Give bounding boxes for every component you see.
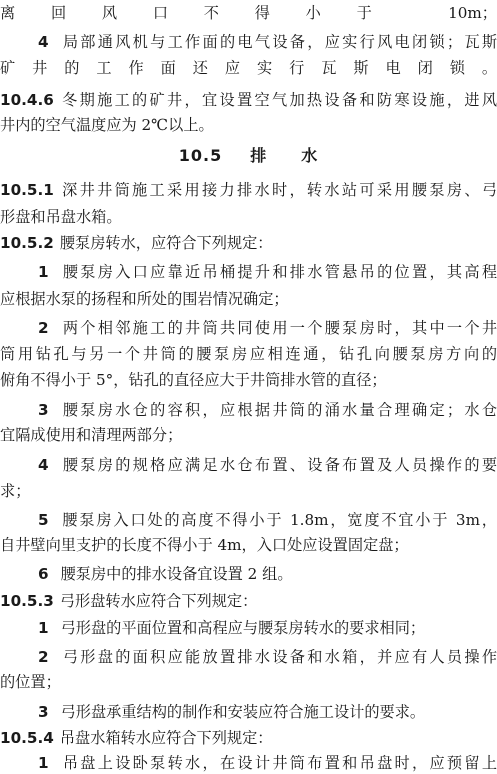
text-line: 井内的空气温度应为 2℃以上。 bbox=[0, 116, 214, 134]
text-line: 形盘和吊盘水箱。 bbox=[0, 208, 122, 226]
list-item: 4 局部通风机与工作面的电气设备，应实行风电闭锁；瓦斯 bbox=[38, 33, 497, 51]
list-item: 6 腰泵房中的排水设备宜设置 2 组。 bbox=[38, 565, 293, 583]
list-item: 3 弓形盘承重结构的制作和安装应符合施工设计的要求。 bbox=[38, 703, 426, 721]
list-item: 1 弓形盘的平面位置和高程应与腰泵房转水的要求相同； bbox=[38, 619, 426, 637]
text-line: 应根据水泵的扬程和所处的围岩情况确定； bbox=[0, 290, 289, 308]
clause-10-5-1: 10.5.1 深井井筒施工采用接力排水时，转水站可采用腰泵房、弓 bbox=[0, 181, 497, 199]
text-line: 俯角不得小于 5°，钻孔的直径应大于井筒排水管的直径； bbox=[0, 371, 387, 389]
list-item: 3 腰泵房水仓的容积，应根据井筒的涌水量合理确定；水仓 bbox=[38, 401, 497, 419]
list-item: 4 腰泵房的规格应满足水仓布置、设备布置及人员操作的要 bbox=[38, 456, 497, 474]
list-item: 2 弓形盘的面积应能放置排水设备和水箱，并应有人员操作 bbox=[38, 648, 497, 666]
section-title: 10.5 排 水 bbox=[178, 146, 319, 165]
list-item: 1 吊盘上设卧泵转水，在设计井筒布置和吊盘时，应预留上 bbox=[38, 754, 497, 772]
list-item: 5 腰泵房入口处的高度不得小于 1.8m，宽度不宜小于 3m， bbox=[38, 511, 497, 529]
text-line: 宜隔成使用和清理两部分； bbox=[0, 426, 183, 444]
clause-10-5-4: 10.5.4 吊盘水箱转水应符合下列规定： bbox=[0, 729, 273, 747]
list-item: 1 腰泵房入口应靠近吊桶提升和排水管悬吊的位置，其高程 bbox=[38, 263, 497, 281]
clause-10-5-3: 10.5.3 弓形盘转水应符合下列规定： bbox=[0, 592, 258, 610]
list-item: 2 两个相邻施工的井筒共同使用一个腰泵房时，其中一个井 bbox=[38, 319, 497, 337]
clause-10-5-2: 10.5.2 腰泵房转水，应符合下列规定： bbox=[0, 234, 273, 252]
text-line: 离回风口不得小于 10m； bbox=[0, 4, 497, 22]
text-line: 的位置； bbox=[0, 673, 61, 691]
text-line: 矿井的工作面还应实行瓦斯电闭锁。 bbox=[0, 59, 497, 77]
text-line: 自井壁向里支护的长度不得小于 4m，入口处应设置固定盘； bbox=[0, 536, 409, 554]
text-line: 求； bbox=[0, 482, 31, 500]
clause-10-4-6: 10.4.6 冬期施工的矿井，宜设置空气加热设备和防寒设施，进风 bbox=[0, 91, 497, 109]
text-line: 筒用钻孔与另一个井筒的腰泵房应相连通，钻孔向腰泵房方向的 bbox=[0, 345, 497, 363]
